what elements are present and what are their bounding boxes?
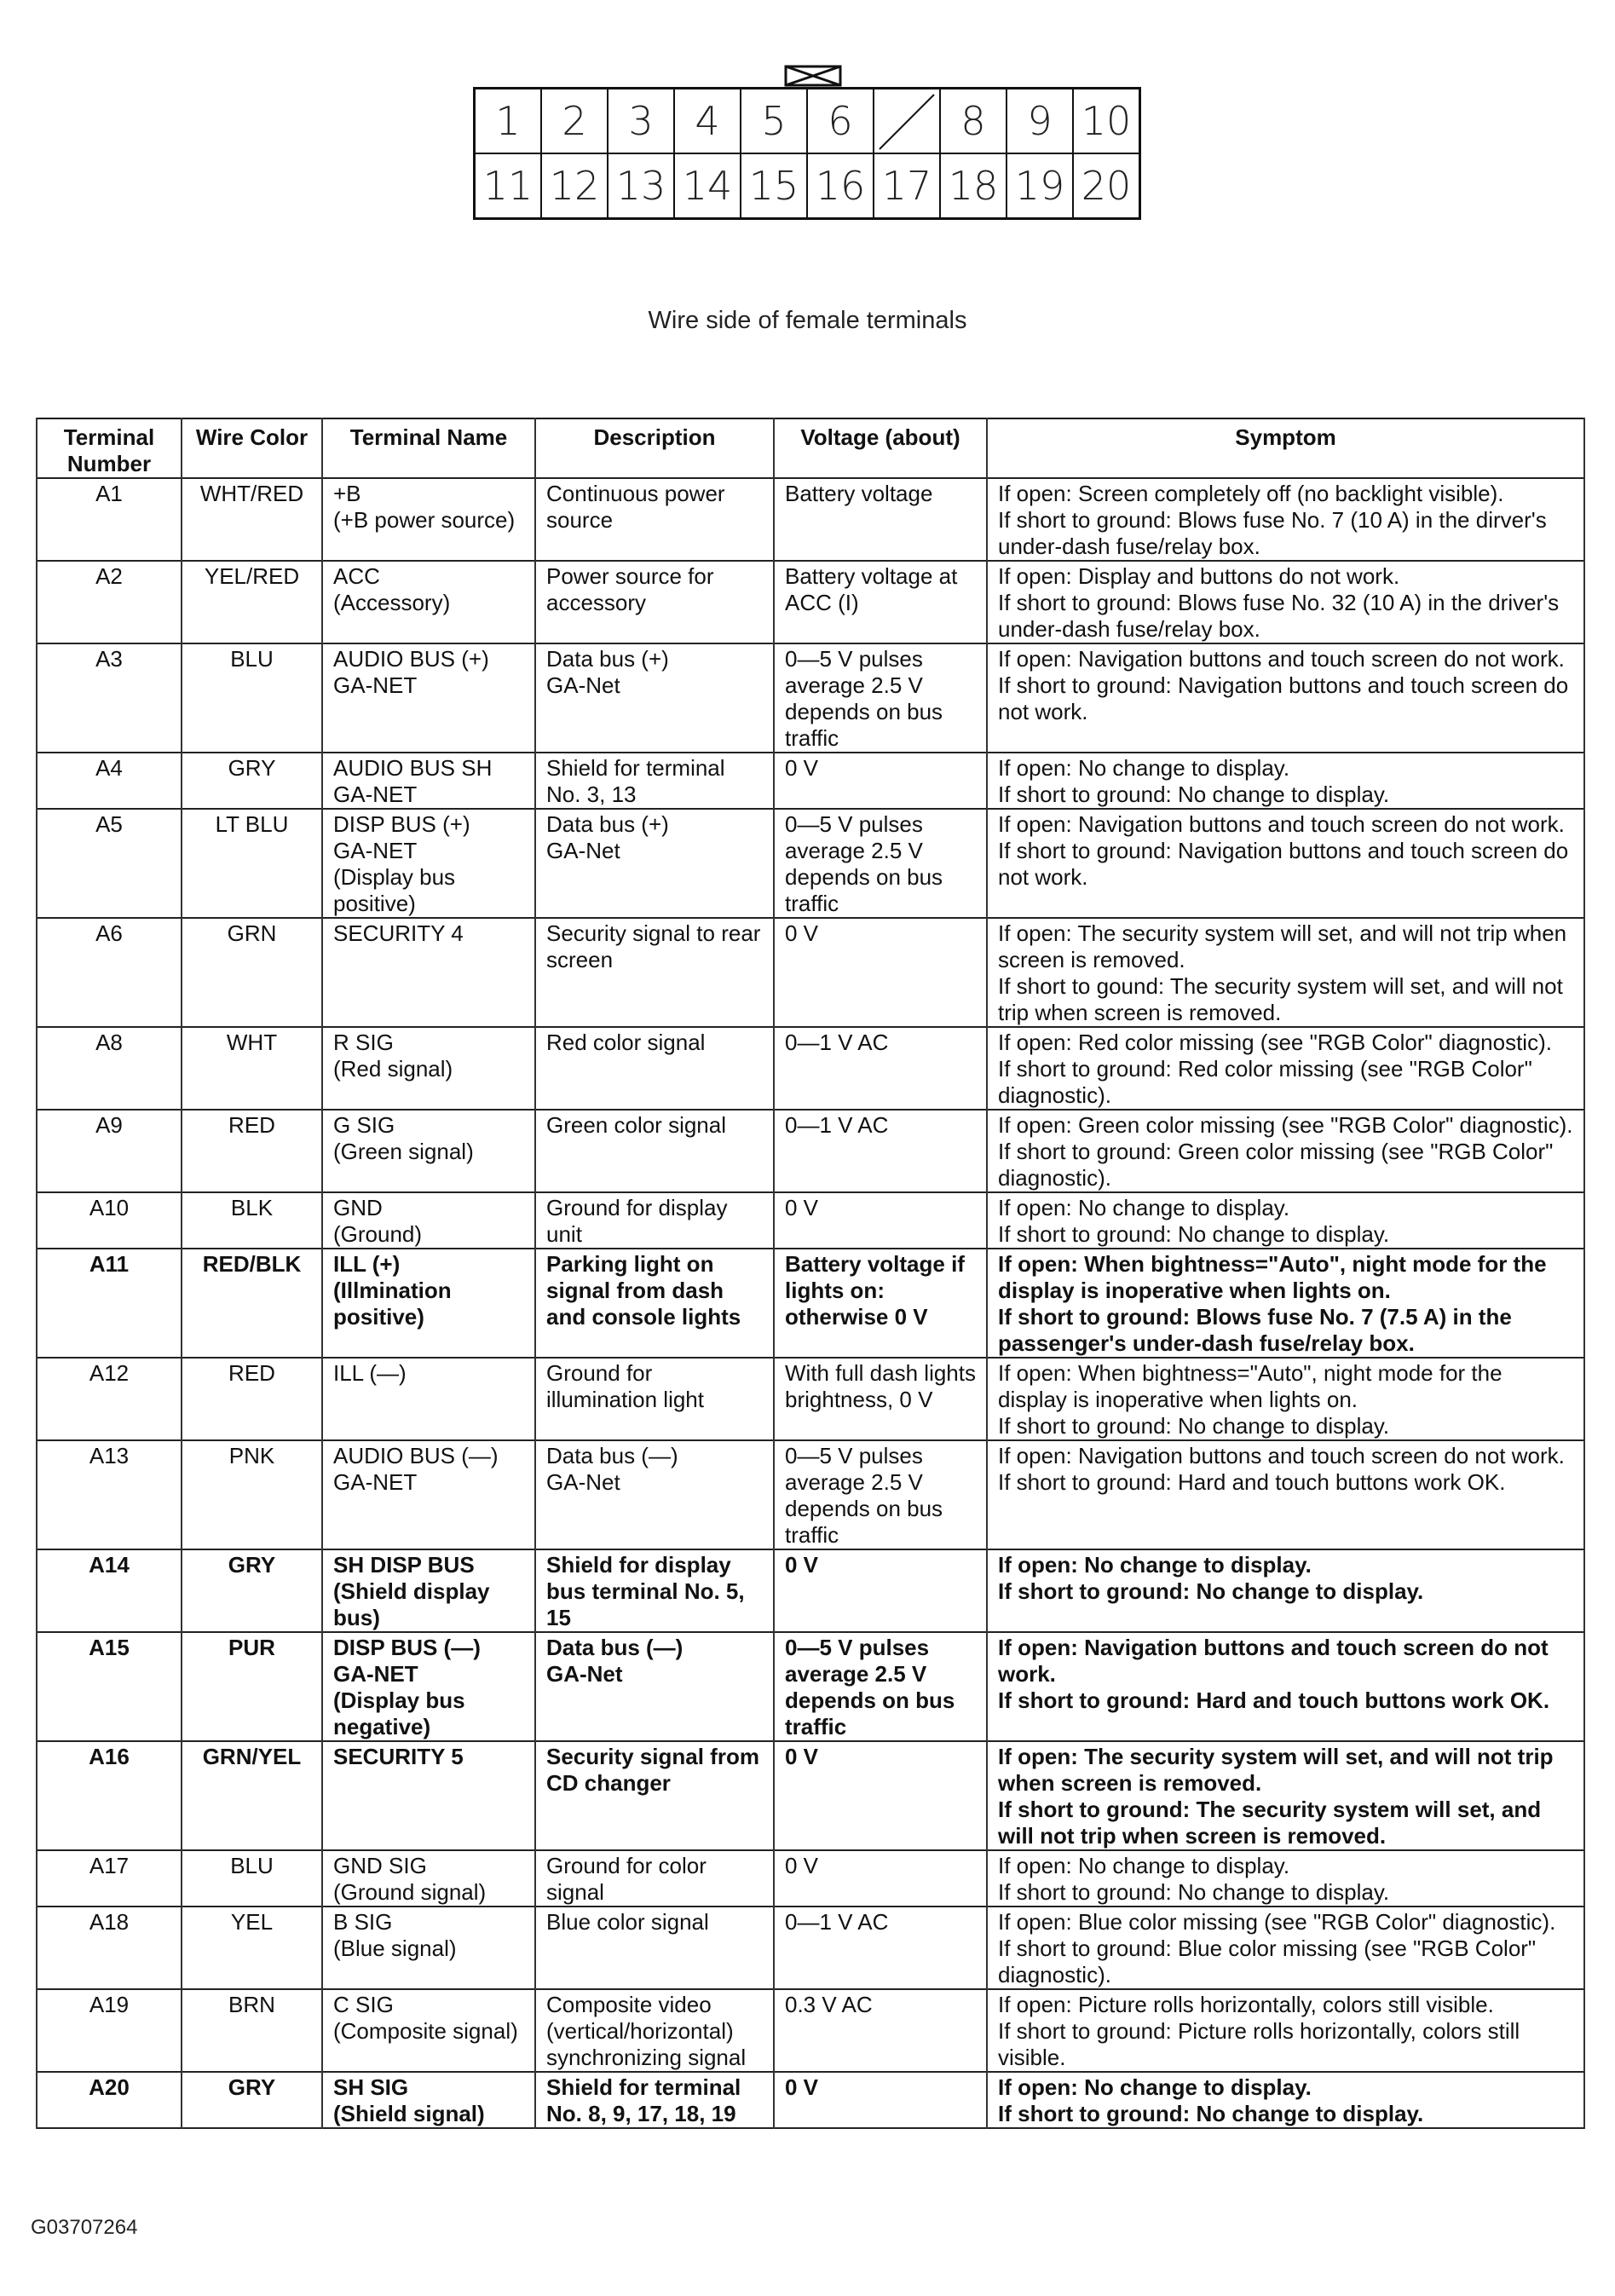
symptom-cell: If open: Display and buttons do not work. If short to ground: Blows fuse No. 32 (10 A) in the driver's under-dash fuse/relay box. (987, 561, 1584, 643)
terminal-number-cell: A9 (37, 1110, 182, 1192)
symptom-cell: If open: No change to display. If short to ground: No change to display. (987, 1192, 1584, 1249)
terminal-number-cell: A5 (37, 809, 182, 918)
terminal-number-cell: A19 (37, 1989, 182, 2072)
description-cell: Ground for illumination light (535, 1358, 774, 1440)
description-cell: Security signal from CD changer (535, 1741, 774, 1850)
terminal-name-cell: B SIG (Blue signal) (322, 1907, 535, 1989)
voltage-cell: Battery voltage (774, 478, 987, 561)
symptom-cell: If open: Blue color missing (see "RGB Color" diagnostic). If short to ground: Blue color missing (see "RGB Color" diagnostic). (987, 1907, 1584, 1989)
voltage-cell: 0.3 V AC (774, 1989, 987, 2072)
table-row (37, 1192, 1584, 1249)
pin-cell: 5 (741, 89, 807, 154)
symptom-cell: If open: Navigation buttons and touch screen do not work. If short to ground: Hard and touch buttons work OK. (987, 1440, 1584, 1549)
terminal-number-cell: A17 (37, 1850, 182, 1907)
connector-pin-grid (473, 87, 1141, 220)
wire-color-cell: BRN (182, 1989, 322, 2072)
symptom-cell: If open: No change to display. If short to ground: No change to display. (987, 2072, 1584, 2128)
pin-cell: 18 (940, 153, 1006, 219)
table-row (37, 1440, 1584, 1549)
terminal-name-cell: ILL (+) (Illmination positive) (322, 1249, 535, 1358)
terminal-number-cell: A11 (37, 1249, 182, 1358)
pin-cell: 20 (1073, 153, 1140, 219)
pin-cell: 16 (807, 153, 874, 219)
pin-cell: 2 (541, 89, 608, 154)
table-row (37, 1358, 1584, 1440)
terminal-name-cell: SH SIG (Shield signal) (322, 2072, 535, 2128)
table-row (37, 1907, 1584, 1989)
description-cell: Green color signal (535, 1110, 774, 1192)
table-row (37, 1632, 1584, 1741)
voltage-cell: 0 V (774, 918, 987, 1027)
symptom-cell: If open: Red color missing (see "RGB Color" diagnostic). If short to ground: Red color missing (see "RGB Color" diagnostic). (987, 1027, 1584, 1110)
header-voltage: Voltage (about) (774, 418, 987, 478)
description-cell: Continuous power source (535, 478, 774, 561)
connector-caption: Wire side of female terminals (648, 307, 967, 334)
description-cell: Shield for terminal No. 8, 9, 17, 18, 19 (535, 2072, 774, 2128)
terminal-number-cell: A13 (37, 1440, 182, 1549)
symptom-cell: If open: Navigation buttons and touch screen do not work. If short to ground: Hard and touch buttons work OK. (987, 1632, 1584, 1741)
table-row (37, 2072, 1584, 2128)
pin-row-top (475, 89, 1140, 154)
terminal-number-cell: A12 (37, 1358, 182, 1440)
pin-cell: 11 (475, 153, 542, 219)
table-row (37, 1549, 1584, 1632)
symptom-cell: If open: Navigation buttons and touch screen do not work. If short to ground: Navigation buttons and touch screen do not work. (987, 809, 1584, 918)
pin-cell: 1 (475, 89, 542, 154)
wire-color-cell: LT BLU (182, 809, 322, 918)
voltage-cell: 0—5 V pulses average 2.5 V depends on bus traffic (774, 1440, 987, 1549)
terminal-number-cell: A4 (37, 753, 182, 809)
terminal-name-cell: GND SIG (Ground signal) (322, 1850, 535, 1907)
symptom-cell: If open: No change to display. If short to ground: No change to display. (987, 1549, 1584, 1632)
voltage-cell: Battery voltage if lights on: otherwise 0 V (774, 1249, 987, 1358)
terminal-name-cell: AUDIO BUS SH GA-NET (322, 753, 535, 809)
voltage-cell: 0—1 V AC (774, 1027, 987, 1110)
terminal-number-cell: A3 (37, 643, 182, 753)
voltage-cell: 0—5 V pulses average 2.5 V depends on bus traffic (774, 1632, 987, 1741)
pin-cell: 13 (608, 153, 674, 219)
wire-color-cell: GRY (182, 753, 322, 809)
header-symptom: Symptom (987, 418, 1584, 478)
voltage-cell: 0—1 V AC (774, 1907, 987, 1989)
connector-diagram (473, 87, 1141, 220)
terminal-name-cell: AUDIO BUS (+) GA-NET (322, 643, 535, 753)
wire-color-cell: YEL/RED (182, 561, 322, 643)
voltage-cell: 0—5 V pulses average 2.5 V depends on bus traffic (774, 809, 987, 918)
header-description: Description (535, 418, 774, 478)
wire-color-cell: RED (182, 1358, 322, 1440)
pin-cell: 4 (674, 89, 741, 154)
terminal-number-cell: A15 (37, 1632, 182, 1741)
terminal-number-cell: A1 (37, 478, 182, 561)
terminal-name-cell: DISP BUS (+) GA-NET (Display bus positive) (322, 809, 535, 918)
terminal-number-cell: A18 (37, 1907, 182, 1989)
terminal-number-cell: A16 (37, 1741, 182, 1850)
description-cell: Blue color signal (535, 1907, 774, 1989)
voltage-cell: 0—1 V AC (774, 1110, 987, 1192)
terminal-name-cell: SECURITY 5 (322, 1741, 535, 1850)
wire-color-cell: GRY (182, 2072, 322, 2128)
voltage-cell: With full dash lights brightness, 0 V (774, 1358, 987, 1440)
empty-pin-slash-icon (874, 89, 939, 153)
description-cell: Data bus (+) GA-Net (535, 643, 774, 753)
wire-color-cell: GRY (182, 1549, 322, 1632)
terminal-number-cell: A6 (37, 918, 182, 1027)
symptom-cell: If open: When bightness="Auto", night mode for the display is inoperative when lights on. If short to ground: Blows fuse No. 7 (7.5 A) in the passenger's under-dash fuse/relay box. (987, 1249, 1584, 1358)
pin-cell: 19 (1006, 153, 1073, 219)
pin-row-bottom (475, 153, 1140, 219)
voltage-cell: 0 V (774, 2072, 987, 2128)
voltage-cell: 0 V (774, 1192, 987, 1249)
figure-code: G03707264 (31, 2216, 138, 2239)
description-cell: Ground for display unit (535, 1192, 774, 1249)
terminal-number-cell: A2 (37, 561, 182, 643)
pin-cell: 14 (674, 153, 741, 219)
pin-cell: 15 (741, 153, 807, 219)
symptom-cell: If open: Green color missing (see "RGB Color" diagnostic). If short to ground: Green color missing (see "RGB Color" diagnostic). (987, 1110, 1584, 1192)
voltage-cell: 0 V (774, 1741, 987, 1850)
wire-color-cell: WHT (182, 1027, 322, 1110)
terminal-number-cell: A10 (37, 1192, 182, 1249)
terminal-name-cell: C SIG (Composite signal) (322, 1989, 535, 2072)
wire-color-cell: BLU (182, 643, 322, 753)
header-terminal-name: Terminal Name (322, 418, 535, 478)
table-row (37, 918, 1584, 1027)
symptom-cell: If open: Navigation buttons and touch screen do not work. If short to ground: Navigation buttons and touch screen do not work. (987, 643, 1584, 753)
table-row (37, 1741, 1584, 1850)
symptom-cell: If open: Screen completely off (no backlight visible). If short to ground: Blows fuse No. 7 (10 A) in the dirver's under-dash fuse/relay box. (987, 478, 1584, 561)
symptom-cell: If open: Picture rolls horizontally, colors still visible. If short to ground: Picture rolls horizontally, colors still visible. (987, 1989, 1584, 2072)
table-body (37, 478, 1584, 2128)
wire-color-cell: GRN/YEL (182, 1741, 322, 1850)
symptom-cell: If open: No change to display. If short to ground: No change to display. (987, 753, 1584, 809)
pin-cell: 9 (1006, 89, 1073, 154)
pin-cell-empty (874, 89, 940, 154)
voltage-cell: 0 V (774, 753, 987, 809)
description-cell: Parking light on signal from dash and console lights (535, 1249, 774, 1358)
table-row (37, 1989, 1584, 2072)
table-row (37, 1850, 1584, 1907)
table-row (37, 643, 1584, 753)
symptom-cell: If open: The security system will set, and will not trip when screen is removed. If short to gound: The security system will set, and will not trip when screen is removed. (987, 918, 1584, 1027)
description-cell: Shield for display bus terminal No. 5, 15 (535, 1549, 774, 1632)
symptom-cell: If open: No change to display. If short to ground: No change to display. (987, 1850, 1584, 1907)
voltage-cell: 0 V (774, 1549, 987, 1632)
wire-color-cell: BLU (182, 1850, 322, 1907)
table-row (37, 753, 1584, 809)
voltage-cell: 0 V (774, 1850, 987, 1907)
terminal-number-cell: A20 (37, 2072, 182, 2128)
terminal-name-cell: ACC (Accessory) (322, 561, 535, 643)
wire-color-cell: RED/BLK (182, 1249, 322, 1358)
voltage-cell: 0—5 V pulses average 2.5 V depends on bus traffic (774, 643, 987, 753)
symptom-cell: If open: When bightness="Auto", night mode for the display is inoperative when lights on. If short to ground: No change to display. (987, 1358, 1584, 1440)
pin-cell: 12 (541, 153, 608, 219)
pin-cell: 8 (940, 89, 1006, 154)
symptom-cell: If open: The security system will set, and will not trip when screen is removed. If short to ground: The security system will set, and will not trip when screen is removed. (987, 1741, 1584, 1850)
terminal-name-cell: AUDIO BUS (—) GA-NET (322, 1440, 535, 1549)
table-row (37, 561, 1584, 643)
description-cell: Data bus (—) GA-Net (535, 1440, 774, 1549)
table-row (37, 478, 1584, 561)
terminal-number-cell: A14 (37, 1549, 182, 1632)
table-row (37, 809, 1584, 918)
terminal-table (36, 418, 1585, 2129)
table-header-row (37, 418, 1584, 478)
voltage-cell: Battery voltage at ACC (I) (774, 561, 987, 643)
wire-color-cell: PNK (182, 1440, 322, 1549)
pin-cell: 6 (807, 89, 874, 154)
wire-color-cell: RED (182, 1110, 322, 1192)
description-cell: Shield for terminal No. 3, 13 (535, 753, 774, 809)
pin-cell: 3 (608, 89, 674, 154)
description-cell: Data bus (—) GA-Net (535, 1632, 774, 1741)
description-cell: Power source for accessory (535, 561, 774, 643)
terminal-name-cell: GND (Ground) (322, 1192, 535, 1249)
pin-cell: 17 (874, 153, 940, 219)
connector-latch-icon (784, 65, 842, 87)
terminal-name-cell: G SIG (Green signal) (322, 1110, 535, 1192)
table-row (37, 1027, 1584, 1110)
wire-color-cell: GRN (182, 918, 322, 1027)
terminal-name-cell: SH DISP BUS (Shield display bus) (322, 1549, 535, 1632)
wire-color-cell: YEL (182, 1907, 322, 1989)
terminal-name-cell: +B (+B power source) (322, 478, 535, 561)
terminal-name-cell: ILL (—) (322, 1358, 535, 1440)
table-row (37, 1110, 1584, 1192)
table-row (37, 1249, 1584, 1358)
terminal-name-cell: R SIG (Red signal) (322, 1027, 535, 1110)
wire-color-cell: BLK (182, 1192, 322, 1249)
description-cell: Ground for color signal (535, 1850, 774, 1907)
description-cell: Data bus (+) GA-Net (535, 809, 774, 918)
wire-color-cell: PUR (182, 1632, 322, 1741)
wire-color-cell: WHT/RED (182, 478, 322, 561)
header-wire-color: Wire Color (182, 418, 322, 478)
description-cell: Composite video (vertical/horizontal) synchronizing signal (535, 1989, 774, 2072)
terminal-name-cell: DISP BUS (—) GA-NET (Display bus negative) (322, 1632, 535, 1741)
description-cell: Red color signal (535, 1027, 774, 1110)
header-terminal-number: Terminal Number (37, 418, 182, 478)
description-cell: Security signal to rear screen (535, 918, 774, 1027)
pin-cell: 10 (1073, 89, 1140, 154)
terminal-number-cell: A8 (37, 1027, 182, 1110)
terminal-name-cell: SECURITY 4 (322, 918, 535, 1027)
